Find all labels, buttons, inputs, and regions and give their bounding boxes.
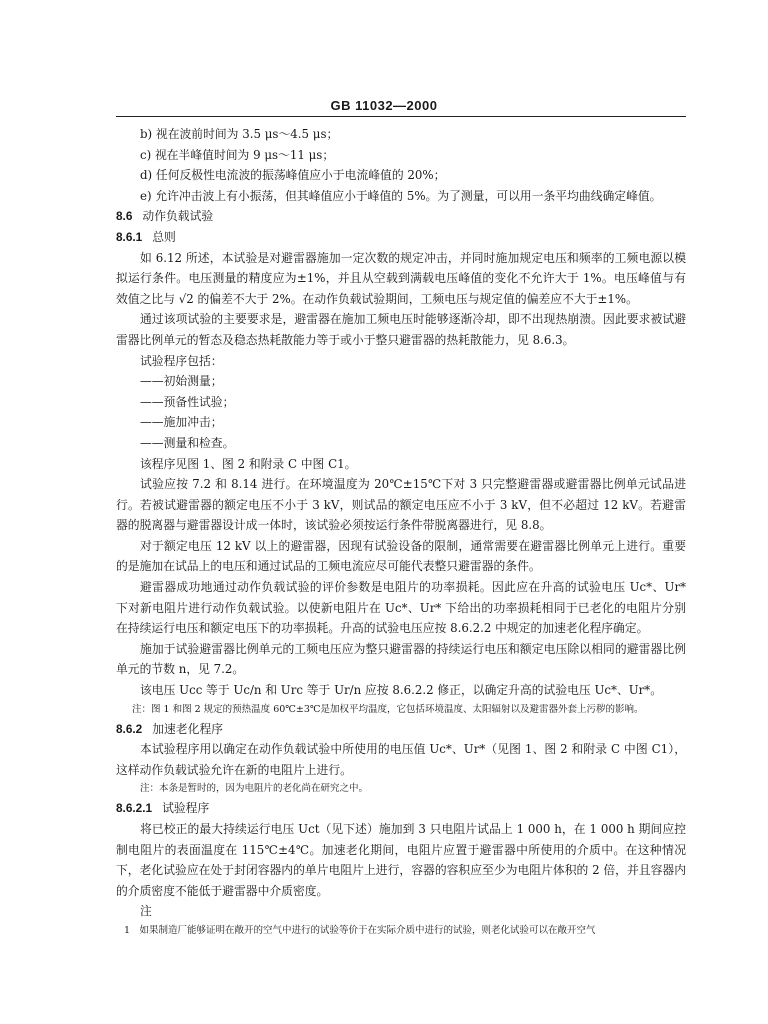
section-title: 试验程序 [162,801,210,816]
body-paragraph: b) 视在波前时间为 3.5 μs～4.5 μs； [140,127,339,141]
section-number: 8.6.2.1 [116,801,153,816]
section-number: 8.6.1 [116,229,143,244]
note-text: 1 如果制造厂能够证明在敞开的空气中进行的试验等价于在实际介质中进行的试验，则老化试验可以在敞开空气 [124,924,596,936]
body-paragraph: 如 6.12 所述，本试验是对避雷器施加一定次数的规定冲击，并同时施加规定电压和频率的工频电源以模拟运行条件。电压测量的精度应为±1%，并且从空载到满载电压峰值的变化不允许大于 1%。电压峰值与有效值之比与 √2 的偏差不大于 2%。在动作负载试验期间，工频电压与规定值的偏差应不大于±1%。 [116,250,686,306]
note-text: 注：本条是暂时的，因为电阻片的老化尚在研究之中。 [140,783,369,795]
body-paragraph: ——施加冲击； [140,415,223,430]
body-paragraph: 本试验程序用以确定在动作负载试验中所使用的电压值 Uc*、Ur*（见图 1、图 2 和附录 C 中图 C1），这样动作负载试验允许在新的电阻片上进行。 [116,742,686,777]
body-paragraph: 注 [140,904,152,919]
body-paragraph: 将已校正的最大持续运行电压 Uct（见下述）施加到 3 只电阻片试品上 1 000 h，在 1 000 h 期间应控制电阻片的表面温度在 115℃±4℃。加速老化期间，电阻片应置于避雷器中所使用的介质中。在这种情况下，老化试验应在处于封闭容器内的单片电阻片上进行，容器的容积应至少为电阻片体积的 2 倍，并且容器内的介质密度不能低于避雷器中介质密度。 [116,822,686,898]
section-title: 总则 [152,229,176,244]
header-rule [116,116,686,117]
section-title: 动作负载试验 [142,209,214,224]
body-paragraph: ——测量和检查。 [140,435,235,450]
section-number: 8.6.2 [116,721,143,736]
body-paragraph: 施加于试验避雷器比例单元的工频电压应为整只避雷器的持续运行电压和额定电压除以相同的避雷器比例单元的节数 n，见 7.2。 [116,641,686,677]
body-paragraph: 试验程序包括： [140,353,223,368]
body-paragraph: c) 视在半峰值时间为 9 μs～11 μs； [140,147,335,162]
section-heading [116,719,686,740]
section-title: 加速老化程序 [152,721,224,736]
note-text: 注：图 1 和图 2 规定的预热温度 60℃±3℃是加权平均温度，它包括环境温度、太阳辐射以及避雷器外套上污秽的影响。 [132,703,644,715]
body-paragraph: e) 允许冲击波上有小振荡，但其峰值应小于峰值的 5%。为了测量，可以用一条平均曲线确定峰值。 [140,188,662,203]
body-paragraph: 通过该项试验的主要要求是，避雷器在施加工频电压时能够逐渐冷却，即不出现热崩溃。因此要求被试避雷器比例单元的暂态及稳态热耗散能力等于或小于整只避雷器的热耗散能力，见 8.6.3。 [116,312,686,347]
section-number: 8.6 [116,209,133,224]
section-heading [116,798,686,819]
document-body [116,124,686,940]
page-header: GB 11032—2000 [330,98,438,113]
body-paragraph: 对于额定电压 12 kV 以上的避雷器，因现有试验设备的限制，通常需要在避雷器比例单元上进行。重要的是施加在试品上的电压和通过试品的工频电流应尽可能代表整只避雷器的条件。 [116,538,686,574]
body-paragraph: ——初始测量； [140,374,223,389]
body-paragraph: d) 任何反极性电流波的振荡峰值应小于电流峰值的 20%； [140,168,446,183]
body-paragraph: 避雷器成功地通过动作负载试验的评价参数是电阻片的功率损耗。因此应在升高的试验电压 Uc*、Ur* 下对新电阻片进行动作负载试验。以使新电阻片在 Uc*、Ur* 下给出的功率损耗相同于已老化的电阻片分别在持续运行电压和额定电压下的功率损耗。升高的试验电压应按 8.6.2.2 中规定的加速老化程序确定。 [116,580,686,636]
body-paragraph: ——预备性试验； [140,394,235,409]
section-heading [116,227,686,248]
body-paragraph: 该程序见图 1、图 2 和附录 C 中图 C1。 [140,456,357,471]
body-paragraph: 该电压 Ucc 等于 Uc/n 和 Urc 等于 Ur/n 应按 8.6.2.2 修正，以确定升高的试验电压 Uc*、Ur*。 [140,683,662,698]
body-paragraph: 试验应按 7.2 和 8.14 进行。在环境温度为 20℃±15℃下对 3 只完整避雷器或避雷器比例单元试品进行。若被试避雷器的额定电压不小于 3 kV，则试品的额定电压应不小于 3 kV，但不必超过 12 kV。若避雷器的脱离器与避雷器设计成一体时，该试验必须按运行条件带脱离器进行，见 8.8。 [116,477,686,533]
section-heading [116,206,686,227]
